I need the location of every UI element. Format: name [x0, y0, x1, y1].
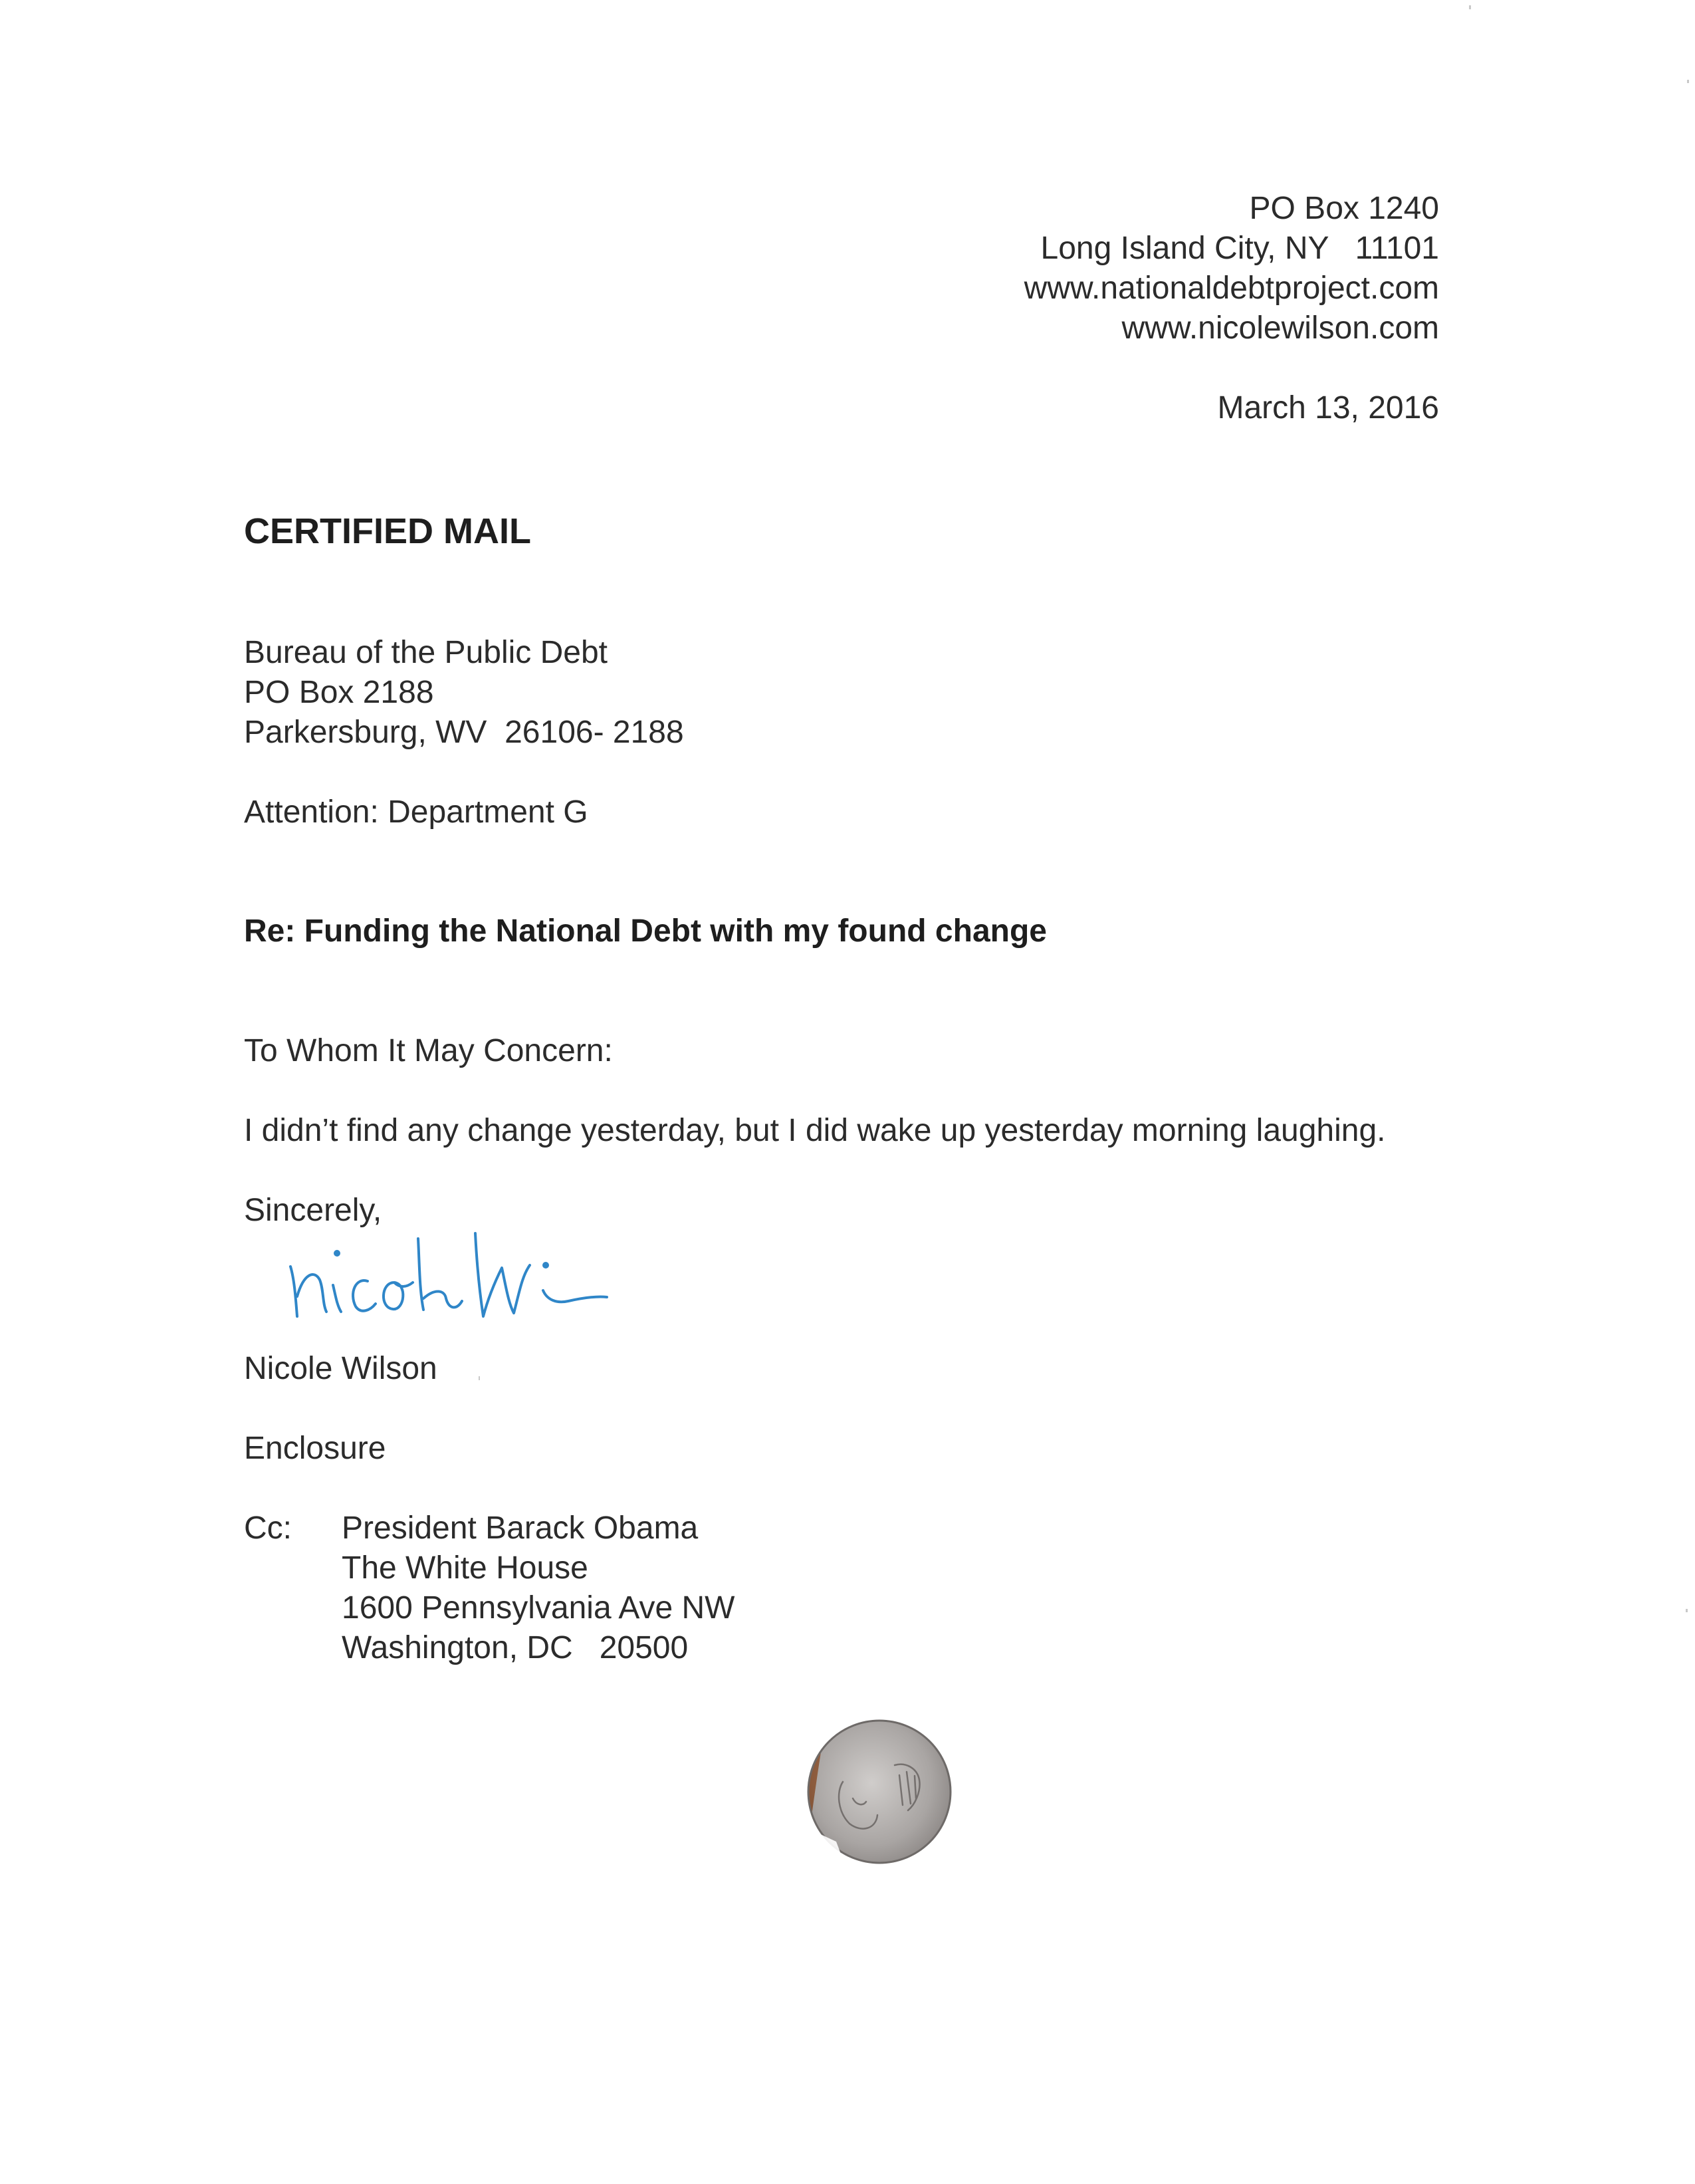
enclosed-coin-image — [790, 1705, 962, 1885]
handwritten-signature — [282, 1227, 628, 1326]
signer-name: Nicole Wilson — [244, 1351, 437, 1386]
cc-line-2: The White House — [342, 1550, 588, 1586]
sender-website-1: www.nationaldebtproject.com — [1024, 271, 1439, 306]
recipient-city: Parkersburg, WV 26106- 2188 — [244, 715, 684, 750]
sender-website-2: www.nicolewilson.com — [1121, 310, 1439, 346]
closing: Sincerely, — [244, 1193, 382, 1228]
letter-date: March 13, 2016 — [1217, 390, 1439, 425]
attention-line: Attention: Department G — [244, 794, 588, 830]
scan-speck — [1687, 80, 1689, 83]
recipient-po-box: PO Box 2188 — [244, 675, 434, 710]
letter-body: I didn’t find any change yesterday, but I did wake up yesterday morning laughing. — [244, 1113, 1386, 1148]
cc-label: Cc: — [244, 1511, 292, 1546]
recipient-name: Bureau of the Public Debt — [244, 635, 608, 670]
scan-speck — [1686, 1609, 1688, 1612]
sender-city: Long Island City, NY 11101 — [1040, 231, 1439, 266]
cc-line-1: President Barack Obama — [342, 1511, 699, 1546]
cc-line-3: 1600 Pennsylvania Ave NW — [342, 1590, 735, 1626]
subject-line: Re: Funding the National Debt with my found change — [244, 913, 1047, 949]
certified-mail-heading: CERTIFIED MAIL — [244, 511, 531, 551]
scan-speck — [479, 1376, 480, 1380]
sender-po-box: PO Box 1240 — [1249, 191, 1439, 226]
scan-speck — [1469, 5, 1471, 9]
cc-line-4: Washington, DC 20500 — [342, 1630, 689, 1665]
enclosure-note: Enclosure — [244, 1431, 386, 1466]
salutation: To Whom It May Concern: — [244, 1033, 613, 1068]
